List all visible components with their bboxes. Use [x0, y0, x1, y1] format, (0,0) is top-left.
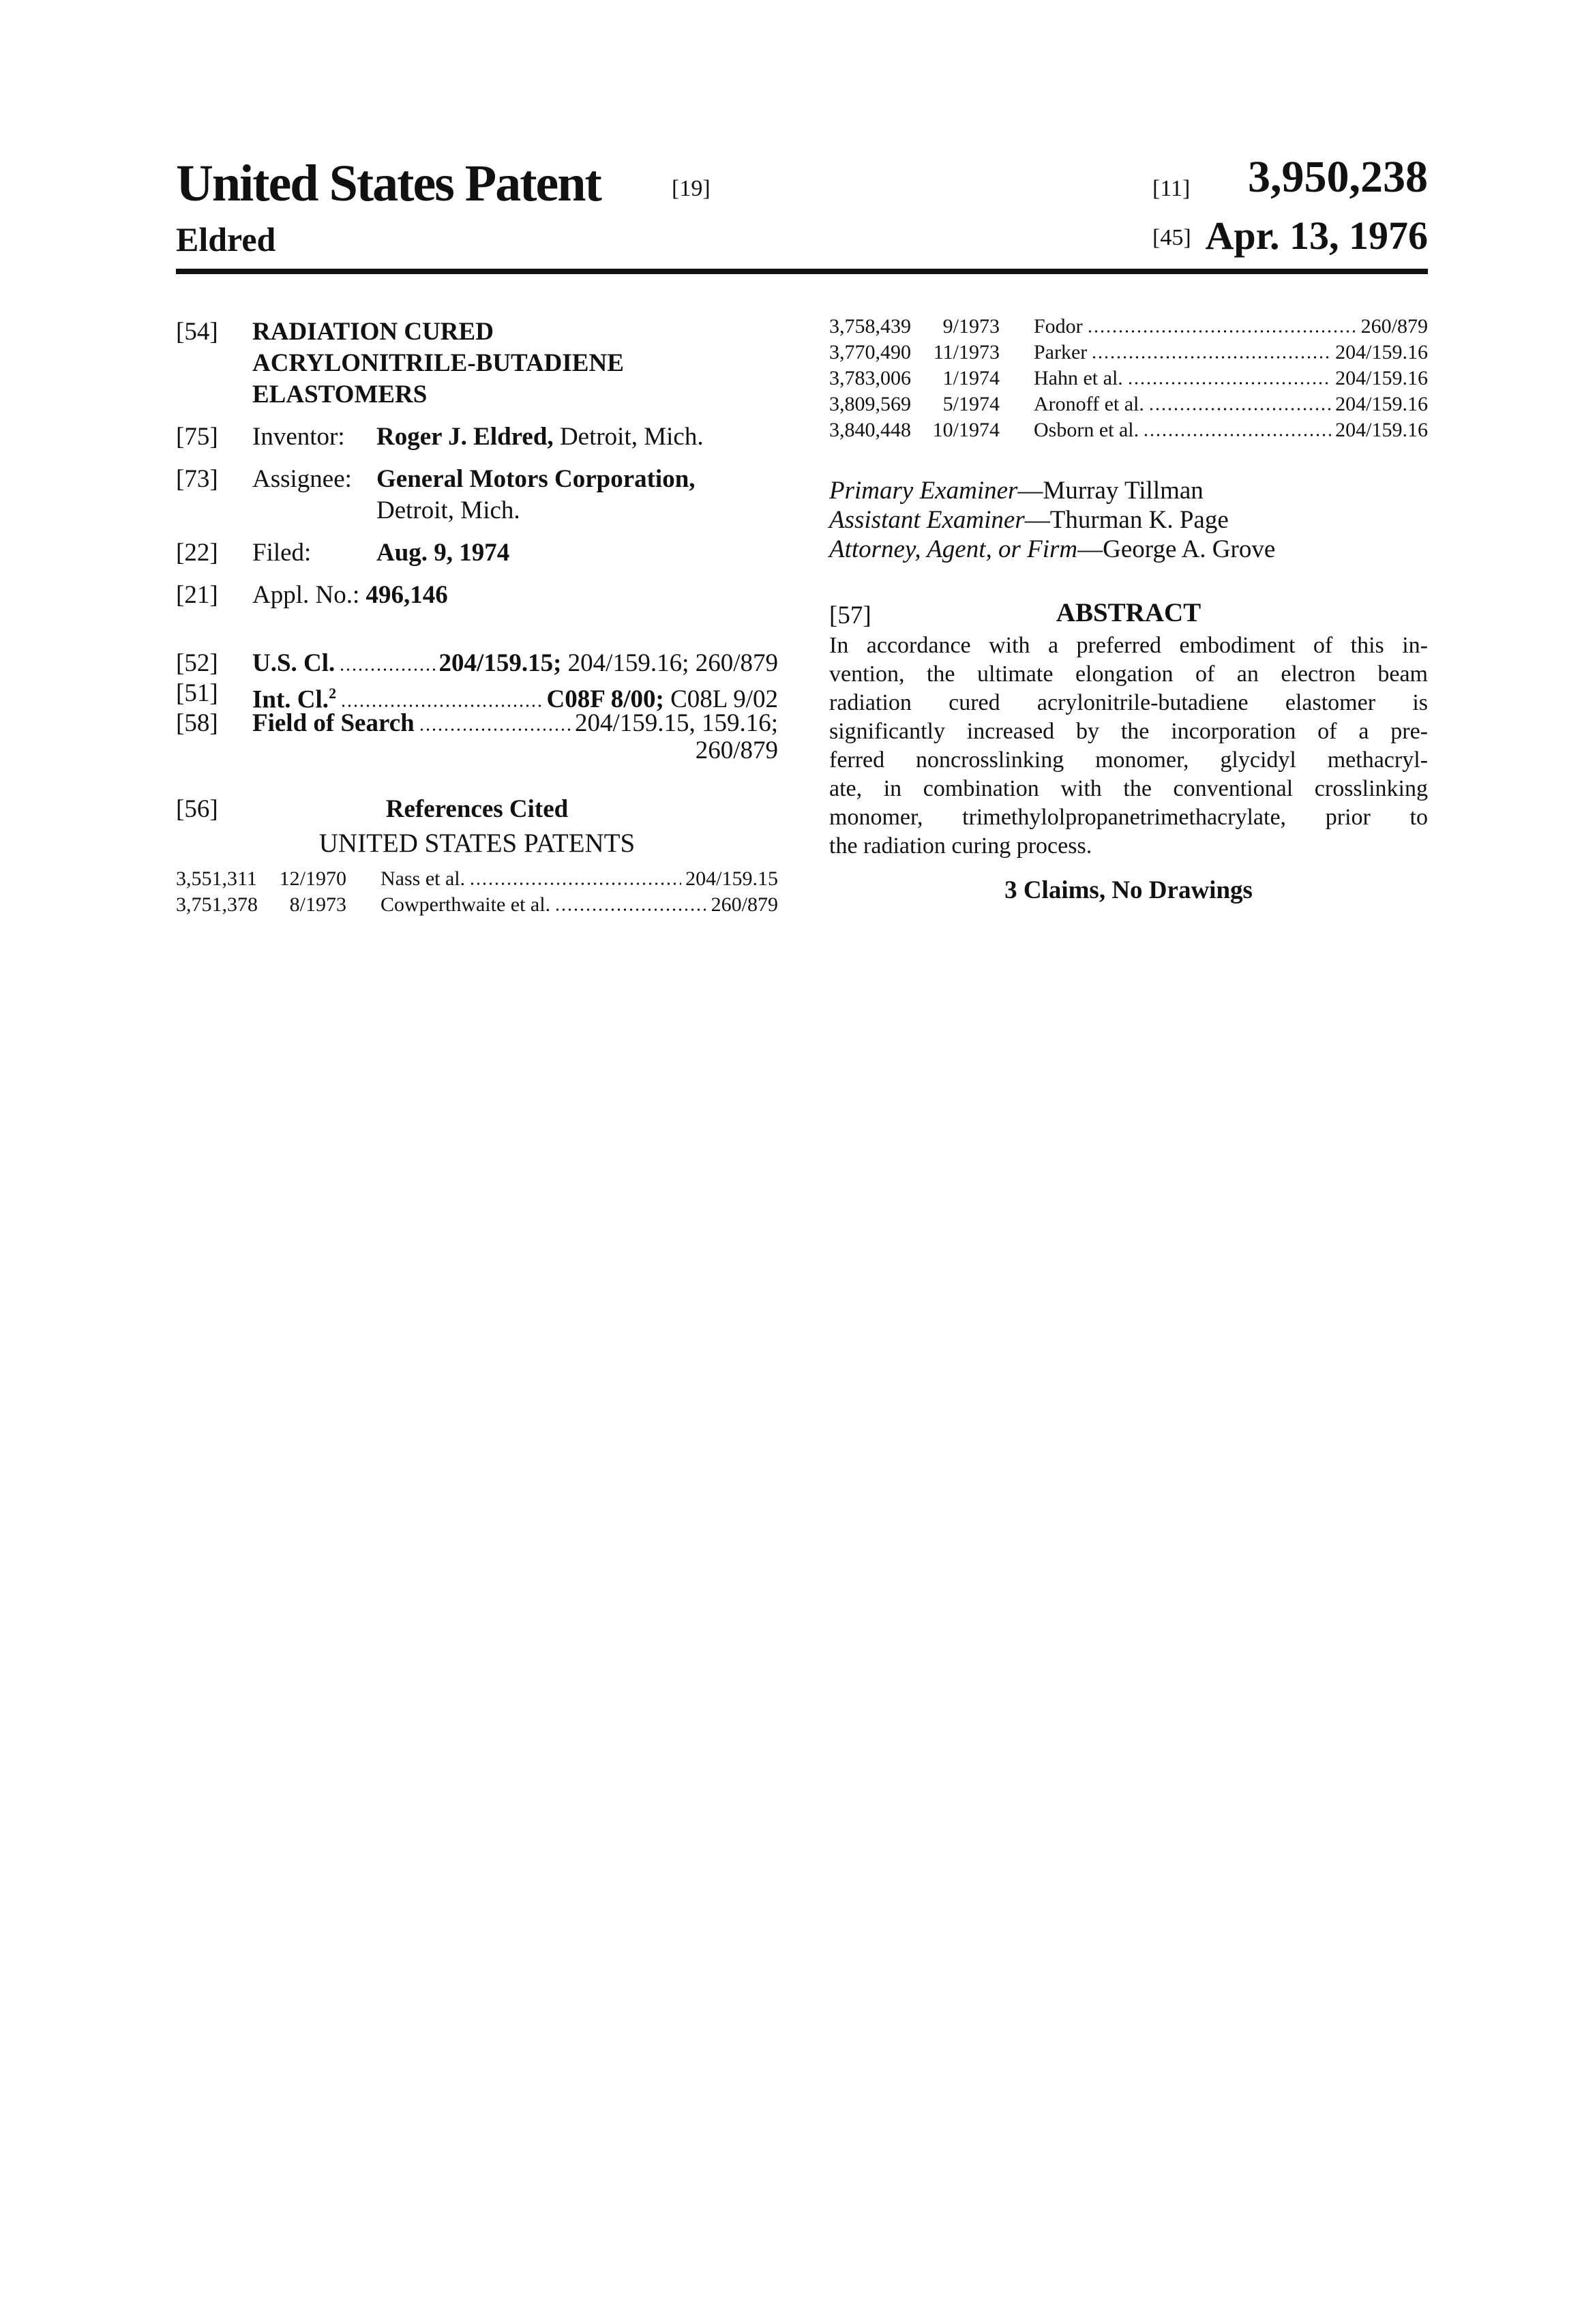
ref-class: 204/159.16 — [1335, 417, 1428, 443]
primary-examiner-name: —Murray Tillman — [1017, 477, 1203, 505]
ref-date: 9/1973 — [931, 314, 1000, 340]
ref-class: 204/159.15 — [685, 866, 778, 892]
references-cited-heading: References Cited — [176, 794, 778, 825]
leader-dots — [1087, 329, 1357, 334]
primary-examiner — [829, 476, 1428, 505]
abstract-line: radiation cured acrylonitrile-butadiene elastomer is — [829, 689, 1428, 717]
invention-title-line: ACRYLONITRILE-BUTADIENE — [252, 348, 624, 379]
ref-date: 10/1974 — [931, 417, 1000, 443]
reference-row — [829, 314, 1428, 340]
reference-row — [829, 417, 1428, 443]
assignee-name: General Motors Corporation, — [376, 464, 696, 495]
reference-row — [829, 340, 1428, 366]
assistant-examiner-label: Assistant Examiner — [829, 506, 1025, 534]
application-number: 496,146 — [366, 581, 448, 609]
field-code: [75] — [176, 421, 218, 453]
field-code: [57] — [829, 600, 871, 631]
leader-dots — [1143, 432, 1331, 438]
ref-number: 3,783,006 — [829, 366, 931, 391]
ref-number: 3,551,311 — [176, 866, 278, 892]
code-45: [45] — [1152, 225, 1191, 251]
inventor-location: Detroit, Mich. — [554, 423, 704, 451]
code-19: [19] — [672, 176, 711, 202]
field-label: Filed: — [252, 537, 311, 569]
int-class-primary: C08F 8/00; — [547, 684, 664, 715]
inventor-name: Roger J. Eldred, — [376, 423, 554, 451]
us-class-primary: 204/159.15; — [439, 648, 562, 679]
issue-date: Apr. 13, 1976 — [1205, 213, 1428, 258]
abstract-line: vention, the ultimate elongation of an electron beam — [829, 660, 1428, 689]
references-list-left — [176, 866, 778, 918]
assistant-examiner — [829, 505, 1428, 535]
int-class-field — [176, 678, 778, 708]
ref-class: 260/879 — [1361, 314, 1428, 340]
field-label: Int. Cl. — [252, 685, 329, 713]
ref-class: 260/879 — [711, 892, 778, 918]
field-code: [54] — [176, 316, 218, 348]
references-list-right — [829, 314, 1428, 443]
leader-dots — [1091, 355, 1331, 360]
field-code: [21] — [176, 580, 218, 611]
search-classes: 260/879 — [696, 735, 778, 766]
ref-class: 204/159.16 — [1335, 340, 1428, 366]
ref-number: 3,840,448 — [829, 417, 931, 443]
leader-dots — [1148, 406, 1331, 412]
field-label: U.S. Cl. — [252, 648, 335, 679]
invention-title-line: RADIATION CURED — [252, 316, 624, 348]
field-code: [58] — [176, 708, 218, 739]
abstract-line: ate, in combination with the conventional crosslinking — [829, 775, 1428, 803]
field-label: Appl. No.: — [252, 581, 359, 609]
ref-date: 8/1973 — [278, 892, 346, 918]
field-label: Inventor: — [252, 421, 345, 453]
reference-row — [176, 866, 778, 892]
ref-number: 3,770,490 — [829, 340, 931, 366]
field-code: [56] — [176, 794, 218, 825]
edition-superscript: 2 — [329, 685, 336, 702]
classification-fields — [176, 648, 778, 768]
attorney-label: Attorney, Agent, or Firm — [829, 535, 1077, 563]
abstract-line: ferred noncrosslinking monomer, glycidyl methacryl- — [829, 746, 1428, 775]
ref-number: 3,758,439 — [829, 314, 931, 340]
us-class-field — [176, 648, 778, 678]
invention-title-line: ELASTOMERS — [252, 379, 624, 411]
ref-class: 204/159.16 — [1335, 366, 1428, 391]
ref-name: Cowperthwaite et al. — [380, 892, 550, 918]
us-patents-subheading: UNITED STATES PATENTS — [176, 828, 778, 859]
ref-date: 11/1973 — [931, 340, 1000, 366]
abstract-line: the radiation curing process. — [829, 832, 1428, 861]
reference-row — [829, 366, 1428, 391]
field-label: Field of Search — [252, 708, 415, 739]
references-heading — [176, 794, 778, 859]
int-class-other: C08L 9/02 — [670, 684, 778, 715]
field-code: [51] — [176, 678, 218, 709]
field-code: [52] — [176, 648, 218, 679]
assignee-location: Detroit, Mich. — [376, 495, 696, 526]
document-title: United States Patent — [176, 154, 601, 213]
ref-date: 5/1974 — [931, 391, 1000, 417]
abstract-text — [829, 631, 1428, 861]
us-class-other: 204/159.16; 260/879 — [568, 648, 778, 679]
ref-name: Aronoff et al. — [1034, 391, 1144, 417]
ref-name: Nass et al. — [380, 866, 465, 892]
ref-number: 3,809,569 — [829, 391, 931, 417]
field-code: [73] — [176, 464, 218, 495]
ref-class: 204/159.16 — [1335, 391, 1428, 417]
attorney-name: —George A. Grove — [1077, 535, 1275, 563]
examiners — [829, 476, 1428, 564]
patent-number: 3,950,238 — [1248, 151, 1428, 203]
leader-dots — [1127, 381, 1331, 386]
assistant-examiner-name: —Thurman K. Page — [1025, 506, 1229, 534]
field-of-search — [176, 708, 778, 768]
ref-name: Osborn et al. — [1034, 417, 1139, 443]
filed-date: Aug. 9, 1974 — [376, 537, 509, 569]
ref-name: Fodor — [1034, 314, 1083, 340]
abstract-line: In accordance with a preferred embodiment of this in- — [829, 631, 1428, 660]
search-classes: 204/159.15, 159.16; — [575, 708, 778, 739]
header-rule — [176, 269, 1428, 274]
claims-summary: 3 Claims, No Drawings — [829, 876, 1428, 905]
ref-name: Parker — [1034, 340, 1087, 366]
leader-dots — [339, 667, 434, 672]
ref-date: 1/1974 — [931, 366, 1000, 391]
abstract-line: monomer, trimethylolpropanetrimethacrylate, prior to — [829, 803, 1428, 832]
ref-number: 3,751,378 — [176, 892, 278, 918]
ref-name: Hahn et al. — [1034, 366, 1123, 391]
leader-dots — [469, 881, 681, 887]
abstract-line: significantly increased by the incorporation of a pre- — [829, 717, 1428, 746]
leader-dots — [419, 727, 571, 732]
abstract-heading: ABSTRACT — [829, 597, 1428, 629]
code-11: [11] — [1152, 176, 1190, 202]
field-label: Assignee: — [252, 464, 352, 495]
leader-dots — [554, 907, 707, 912]
ref-date: 12/1970 — [278, 866, 346, 892]
inventor-surname: Eldred — [176, 220, 275, 259]
attorney — [829, 535, 1428, 564]
reference-row — [829, 391, 1428, 417]
field-code: [22] — [176, 537, 218, 569]
abstract-section — [829, 597, 1428, 905]
reference-row — [176, 892, 778, 918]
primary-examiner-label: Primary Examiner — [829, 477, 1017, 505]
